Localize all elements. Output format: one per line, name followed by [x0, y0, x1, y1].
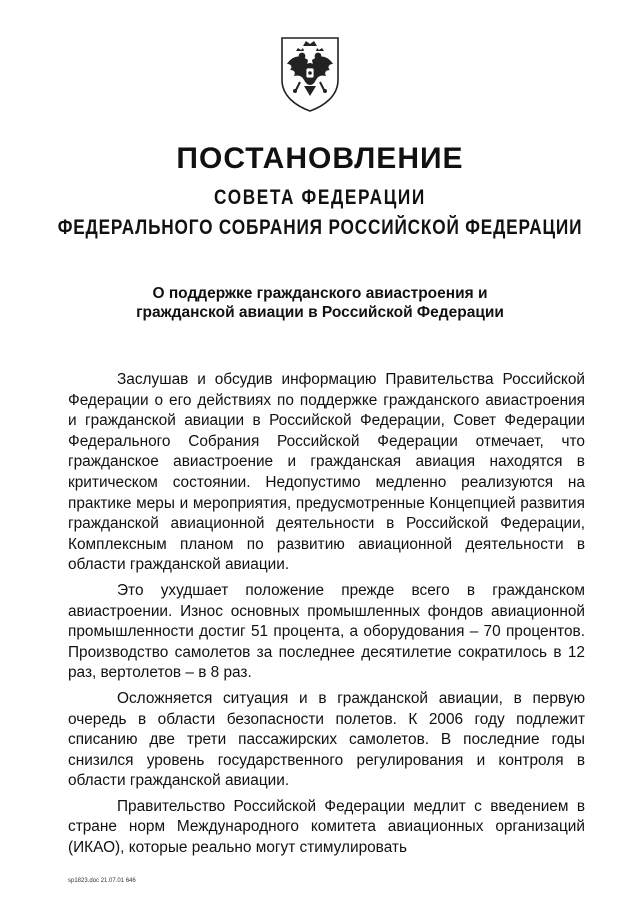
document-title: ПОСТАНОВЛЕНИЕ [176, 142, 464, 175]
file-info-footer: sp1823.doc 21.07.01 646 [68, 878, 136, 884]
subject-line1: О поддержке гражданского авиастроения и [152, 285, 488, 302]
paragraph: Правительство Российской Федерации медлит с введением в стране норм Международного комитета авиационных организаций (ИКАО), которые реально могут стимулировать [68, 797, 585, 857]
paragraph: Осложняется ситуация и в гражданской авиации, в первую очередь в области безопасности полетов. К 2006 году подлежит списанию две трети пассажирских самолетов. В последние годы снизился уровень государственного регулирования и контроля в области гражданской авиации. [68, 689, 585, 790]
subject-line2: гражданской авиации в Российской Федерации [136, 304, 504, 321]
issuing-body-line1: СОВЕТА ФЕДЕРАЦИИ [214, 186, 426, 209]
document-subject [100, 284, 540, 322]
paragraph: Заслушав и обсудив информацию Правительства Российской Федерации о его действиях по поддержке гражданского авиастроения и гражданской авиации в Российской Федерации, Совет Федерации Федерального Собрания Российской Федерации отмечает, что гражданское авиастроение и гражданская авиация находятся в критическом состоянии. Недопустимо медленно реализуются на практике меры и мероприятия, предусмотренные Концепцией развития гражданской авиационной деятельности в Российской Федерации, Комплексным планом по развитию авиационной деятельности в области гражданской авиации. [68, 371, 585, 574]
russian-coat-of-arms-icon [278, 34, 342, 114]
issuing-body-line2: ФЕДЕРАЛЬНОГО СОБРАНИЯ РОССИЙСКОЙ ФЕДЕРАЦИИ [57, 216, 583, 239]
document-body [68, 370, 585, 864]
paragraph: Это ухудшает положение прежде всего в гражданском авиастроении. Износ основных промышленных фондов авиационной промышленности достиг 51 процента, а оборудования – 70 процентов. Производство самолетов за последнее десятилетие сократилось в 12 раз, вертолетов – в 8 раз. [68, 581, 585, 682]
